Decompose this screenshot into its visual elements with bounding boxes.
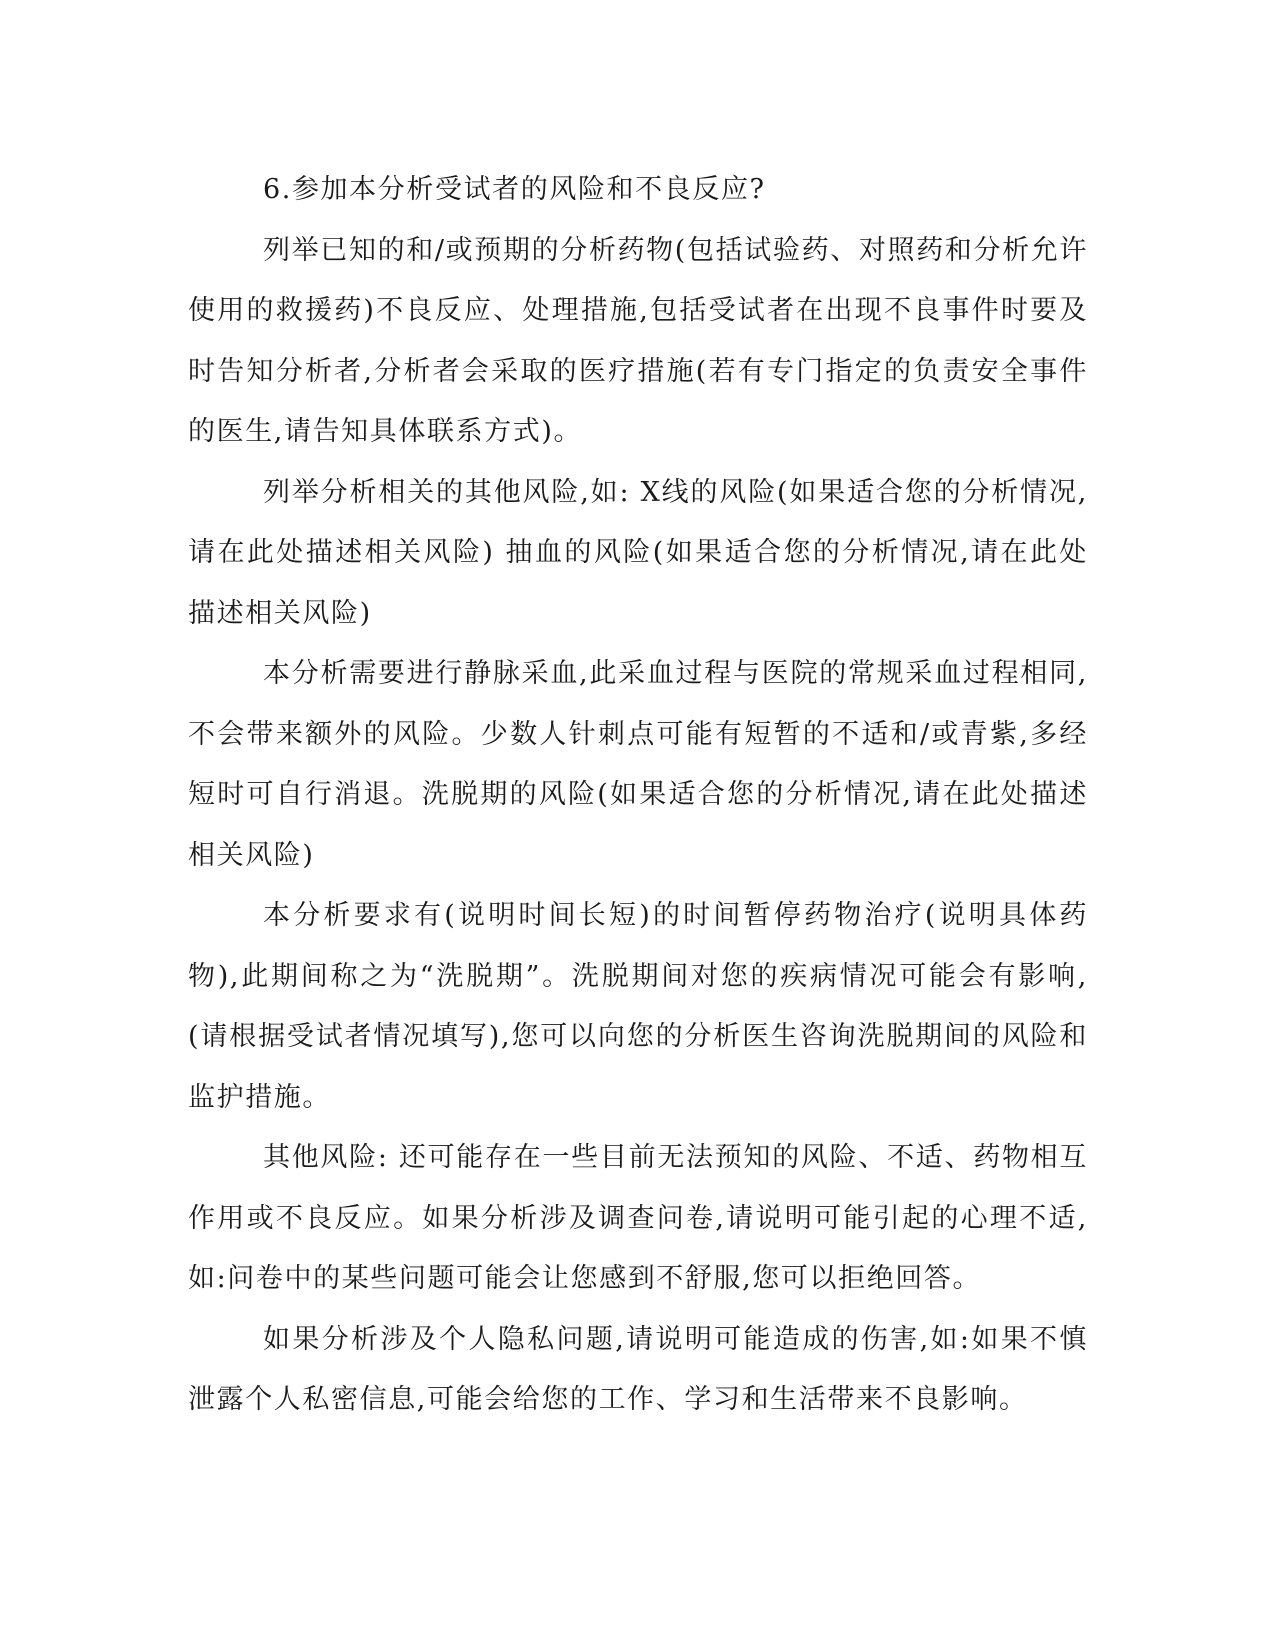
paragraph-blood-draw: 本分析需要进行静脉采血,此采血过程与医院的常规采血过程相同,不会带来额外的风险。少数人针刺点可能有短暂的不适和/或青紫,多经短时可自行消退。洗脱期的风险(如果适合您的分析情况,请在此处描述相关风险) (188, 658, 1088, 871)
paragraph-known-adverse-reactions: 列举已知的和/或预期的分析药物(包括试验药、对照药和分析允许使用的救援药)不良反应、处理措施,包括受试者在出现不良事件时要及时告知分析者,分析者会采取的医疗措施(若有专门指定的负责安全事件的医生,请告知具体联系方式)。 (188, 234, 1088, 447)
paragraph-unknown-risks: 其他风险: 还可能存在一些目前无法预知的风险、不适、药物相互作用或不良反应。如果分析涉及调查问卷,请说明可能引起的心理不适,如:问卷中的某些问题可能会让您感到不舒服,您可以拒绝回答。 (188, 1142, 1088, 1294)
paragraph-privacy: 如果分析涉及个人隐私问题,请说明可能造成的伤害,如:如果不慎泄露个人私密信息,可能会给您的工作、学习和生活带来不良影响。 (188, 1323, 1088, 1415)
paragraph-washout: 本分析要求有(说明时间长短)的时间暂停药物治疗(说明具体药物),此期间称之为“洗脱期”。洗脱期间对您的疾病情况可能会有影响,(请根据受试者情况填写),您可以向您的分析医生咨询洗脱期间的风险和监护措施。 (188, 900, 1088, 1113)
document-body (188, 160, 1088, 1431)
paragraph-other-risks: 列举分析相关的其他风险,如: X线的风险(如果适合您的分析情况,请在此处描述相关风险) 抽血的风险(如果适合您的分析情况,请在此处描述相关风险) (188, 476, 1088, 629)
section-heading: 6.参加本分析受试者的风险和不良反应? (263, 174, 766, 205)
